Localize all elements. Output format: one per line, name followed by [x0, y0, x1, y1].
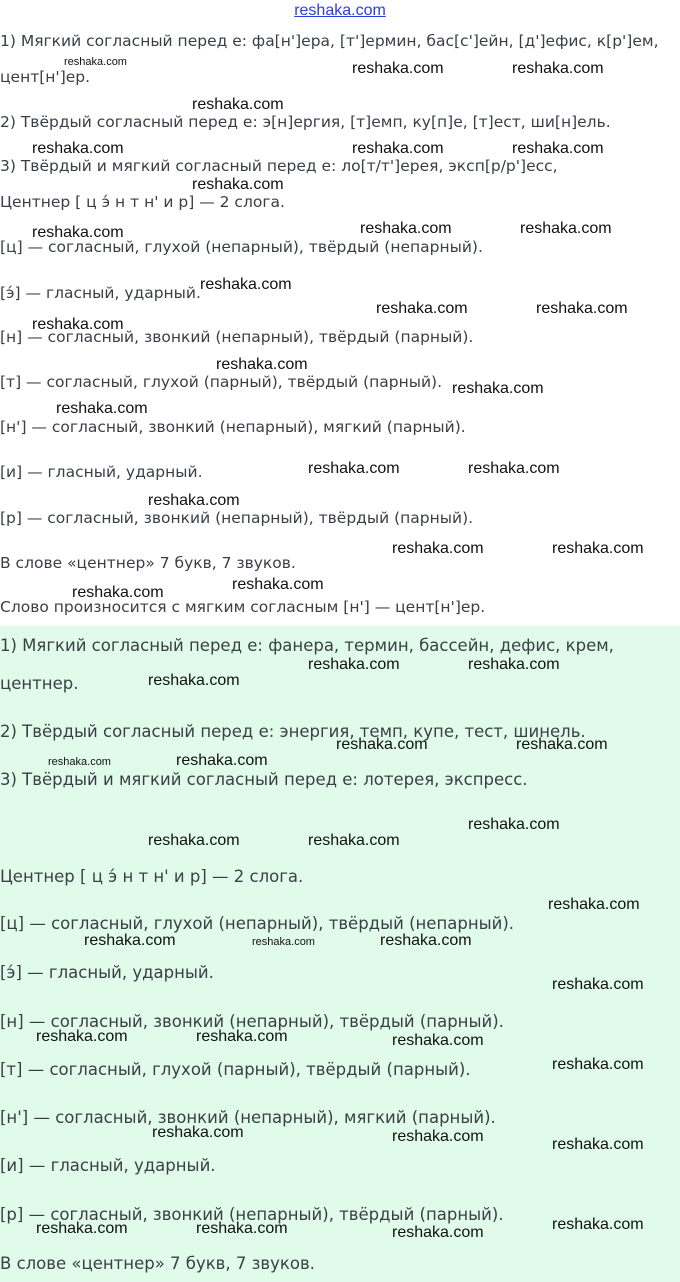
watermark: reshaka.com: [392, 1032, 484, 1049]
watermark: reshaka.com: [64, 56, 127, 68]
highlighted-line: Центнер [ ц э́ н т н' и р] — 2 слога.: [0, 867, 304, 886]
watermark: reshaka.com: [308, 460, 400, 477]
highlighted-line: В слове «центнер» 7 букв, 7 звуков.: [0, 1254, 315, 1273]
watermark: reshaka.com: [84, 932, 176, 949]
highlighted-line: [э́] — гласный, ударный.: [0, 963, 214, 982]
watermark: reshaka.com: [252, 936, 315, 948]
watermark: reshaka.com: [72, 584, 164, 601]
watermark: reshaka.com: [200, 276, 292, 293]
watermark: reshaka.com: [468, 460, 560, 477]
watermark: reshaka.com: [392, 1224, 484, 1241]
watermark: reshaka.com: [32, 224, 124, 241]
watermark: reshaka.com: [148, 492, 240, 509]
watermark: reshaka.com: [552, 1136, 644, 1153]
watermark: reshaka.com: [192, 176, 284, 193]
watermark: reshaka.com: [392, 1128, 484, 1145]
answer-line: [т] — согласный, глухой (парный), твёрдый (парный).: [0, 373, 443, 391]
watermark: reshaka.com: [308, 832, 400, 849]
answer-line: [н'] — согласный, звонкий (непарный), мягкий (парный).: [0, 418, 466, 436]
watermark: reshaka.com: [232, 576, 324, 593]
answer-line: Центнер [ ц э́ н т н' и р] — 2 слога.: [0, 193, 285, 211]
highlighted-line: [т] — согласный, глухой (парный), твёрдый (парный).: [0, 1060, 471, 1079]
watermark: reshaka.com: [376, 300, 468, 317]
answer-line: цент[н']ер.: [0, 68, 91, 86]
watermark: reshaka.com: [48, 756, 111, 768]
highlighted-section: [0, 626, 680, 1282]
highlighted-line: [н] — согласный, звонкий (непарный), твёрдый (парный).: [0, 1012, 504, 1031]
watermark: reshaka.com: [148, 832, 240, 849]
highlighted-line: [р] — согласный, звонкий (непарный), твёрдый (парный).: [0, 1205, 504, 1224]
watermark: reshaka.com: [32, 140, 124, 157]
watermark: reshaka.com: [36, 1220, 128, 1237]
watermark: reshaka.com: [552, 976, 644, 993]
watermark: reshaka.com: [360, 220, 452, 237]
highlighted-line: [н'] — согласный, звонкий (непарный), мягкий (парный).: [0, 1108, 496, 1127]
answer-line: [р] — согласный, звонкий (непарный), твёрдый (парный).: [0, 509, 474, 527]
watermark: reshaka.com: [192, 96, 284, 113]
watermark: reshaka.com: [196, 1028, 288, 1045]
highlighted-line: 1) Мягкий согласный перед е: фанера, термин, бассейн, дефис, крем,: [0, 636, 614, 655]
site-header-link[interactable]: reshaka.com: [294, 2, 386, 19]
answer-line: [ц] — согласный, глухой (непарный), твёрдый (непарный).: [0, 238, 483, 256]
highlighted-line: [и] — гласный, ударный.: [0, 1156, 216, 1175]
watermark: reshaka.com: [56, 400, 148, 417]
watermark: reshaka.com: [308, 656, 400, 673]
watermark: reshaka.com: [452, 380, 544, 397]
watermark: reshaka.com: [552, 540, 644, 557]
answer-line: 1) Мягкий согласный перед е: фа[н']ера, [т']ермин, бас[с']ейн, [д']ефис, к[р']ем,: [0, 32, 659, 50]
watermark: reshaka.com: [536, 300, 628, 317]
watermark: reshaka.com: [336, 736, 428, 753]
watermark: reshaka.com: [216, 356, 308, 373]
answer-line: Слово произносится с мягким согласным [н'] — цент[н']ер.: [0, 598, 486, 616]
watermark: reshaka.com: [520, 220, 612, 237]
answer-line: [н] — согласный, звонкий (непарный), твёрдый (парный).: [0, 328, 474, 346]
watermark: reshaka.com: [36, 1028, 128, 1045]
answer-line: 2) Твёрдый согласный перед е: э[н]ергия, [т]емп, ку[п]е, [т]ест, ши[н]ель.: [0, 113, 611, 131]
watermark: reshaka.com: [552, 1056, 644, 1073]
answer-line: [и] — гласный, ударный.: [0, 463, 203, 481]
watermark: reshaka.com: [548, 896, 640, 913]
watermark: reshaka.com: [468, 656, 560, 673]
answer-line: [э́] — гласный, ударный.: [0, 284, 201, 302]
watermark: reshaka.com: [352, 60, 444, 77]
highlighted-line: центнер.: [0, 674, 79, 693]
highlighted-line: [ц] — согласный, глухой (непарный), твёрдый (непарный).: [0, 914, 515, 933]
watermark: reshaka.com: [516, 736, 608, 753]
watermark: reshaka.com: [552, 1216, 644, 1233]
highlighted-line: 2) Твёрдый согласный перед е: энергия, темп, купе, тест, шинель.: [0, 722, 586, 741]
watermark: reshaka.com: [512, 140, 604, 157]
watermark: reshaka.com: [148, 672, 240, 689]
watermark: reshaka.com: [468, 816, 560, 833]
answer-line: В слове «центнер» 7 букв, 7 звуков.: [0, 554, 296, 572]
watermark: reshaka.com: [152, 1124, 244, 1141]
watermark: reshaka.com: [196, 1220, 288, 1237]
watermark: reshaka.com: [176, 752, 268, 769]
watermark: reshaka.com: [380, 932, 472, 949]
watermark: reshaka.com: [392, 540, 484, 557]
highlighted-line: 3) Твёрдый и мягкий согласный перед е: лотерея, экспресс.: [0, 770, 528, 789]
answer-line: 3) Твёрдый и мягкий согласный перед е: ло[т/т']ерея, эксп[р/р']есс,: [0, 157, 558, 175]
watermark: reshaka.com: [512, 60, 604, 77]
watermark: reshaka.com: [32, 316, 124, 333]
watermark: reshaka.com: [352, 140, 444, 157]
